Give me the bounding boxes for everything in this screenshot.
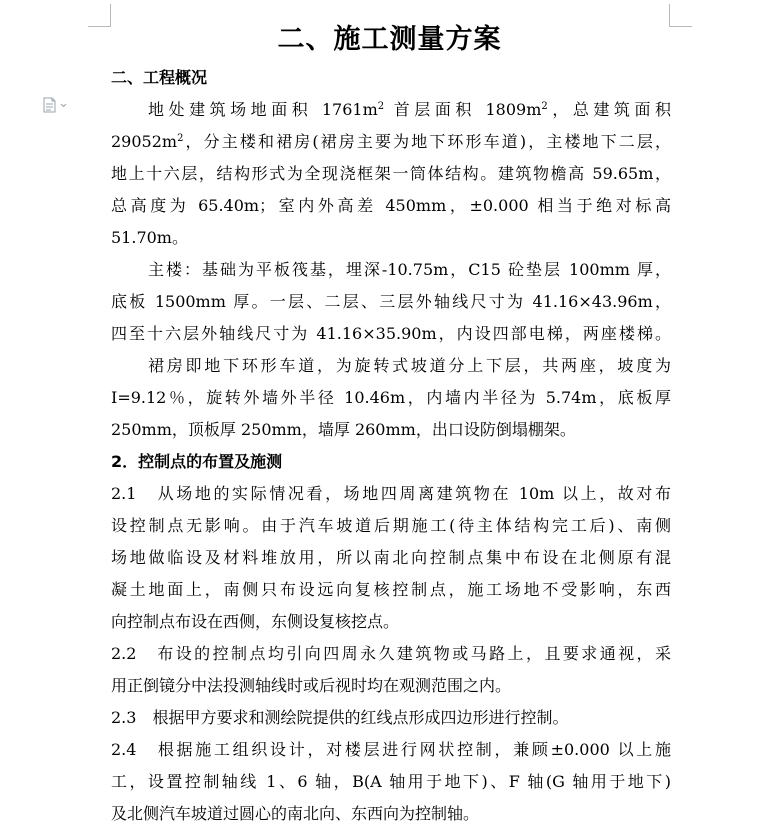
paragraph-line: [111, 98, 671, 122]
paragraph-line: 四至十六层外轴线尺寸为 41.16×35.90m，内设四部电梯，两座楼梯。: [111, 324, 671, 343]
paragraph-line: 及北侧汽车坡道过圆心的南北向、东西向为控制轴。: [111, 804, 480, 823]
paragraph-line: 2.3 根据甲方要求和测绘院提供的红线点形成四边形进行控制。: [111, 708, 569, 727]
document-title: 二、施工测量方案: [277, 24, 502, 55]
document-icon-glyph: [42, 97, 70, 113]
paragraph-line: 裙房即地下环形车道，为旋转式坡道分上下层，共两座，坡度为: [148, 356, 671, 375]
section-heading-project-overview: 二、工程概况: [111, 68, 208, 87]
text-run: 地处建筑场地面积 1761m: [148, 100, 378, 119]
text-run: ，分主楼和裙房(裙房主要为地下环形车道)，主楼地下二层，: [183, 132, 671, 151]
paragraph-line: 工，设置控制轴线 1、6 轴，B(A 轴用于地下)、F 轴(G 轴用于地下): [111, 772, 671, 791]
paragraph-line: 用正倒镜分中法投测轴线时或后视时均在观测范围之内。: [111, 676, 512, 695]
paragraph-line: 设控制点无影响。由于汽车坡道后期施工(待主体结构完工后)、南侧: [111, 516, 671, 535]
section-heading-control-points: 2．控制点的布置及施测: [111, 452, 283, 471]
superscript: 2: [541, 101, 548, 112]
paragraph-line: 250mm，顶板厚 250mm，墙厚 260mm，出口设防倒塌棚架。: [111, 420, 576, 439]
text-run: 首层面积 1809m: [384, 100, 542, 119]
paragraph-line: 场地做临设及材料堆放用，所以南北向控制点集中布设在北侧原有混: [111, 548, 671, 567]
paragraph-line: 凝土地面上，南侧只布设远向复核控制点，施工场地不受影响，东西: [111, 580, 671, 599]
text-run: 29052m: [111, 132, 178, 151]
paragraph-line: 底板 1500mm 厚。一层、二层、三层外轴线尺寸为 41.16×43.96m，: [111, 292, 671, 311]
paragraph-line: 向控制点布设在西侧，东侧设复核挖点。: [111, 612, 400, 631]
superscript: 2: [377, 101, 385, 112]
paragraph-line: 总高度为 65.40m；室内外高差 450mm，±0.000 相当于绝对标高: [111, 196, 671, 215]
document-icon[interactable]: [42, 97, 70, 113]
paragraph-line: 2.4 根据施工组织设计，对楼层进行网状控制，兼顾±0.000 以上施: [111, 740, 671, 759]
paragraph-line: [111, 130, 671, 154]
paragraph-line: 地上十六层，结构形式为全现浇框架一筒体结构。建筑物檐高 59.65m，: [111, 164, 671, 183]
text-run: ，总建筑面积: [547, 100, 671, 119]
superscript: 2: [177, 133, 184, 144]
paragraph-line: 51.70m。: [111, 228, 188, 247]
paragraph-line: I=9.12％，旋转外墙外半径 10.46m，内墙内半径为 5.74m，底板厚: [111, 388, 671, 407]
paragraph-line: 2.2 布设的控制点均引向四周永久建筑物或马路上，且要求通视，采: [111, 644, 671, 663]
paragraph-line: 主楼：基础为平板筏基，埋深-10.75m，C15 砼垫层 100mm 厚，: [148, 260, 671, 279]
paragraph-line: 2.1 从场地的实际情况看，场地四周离建筑物在 10m 以上，故对布: [111, 484, 671, 503]
